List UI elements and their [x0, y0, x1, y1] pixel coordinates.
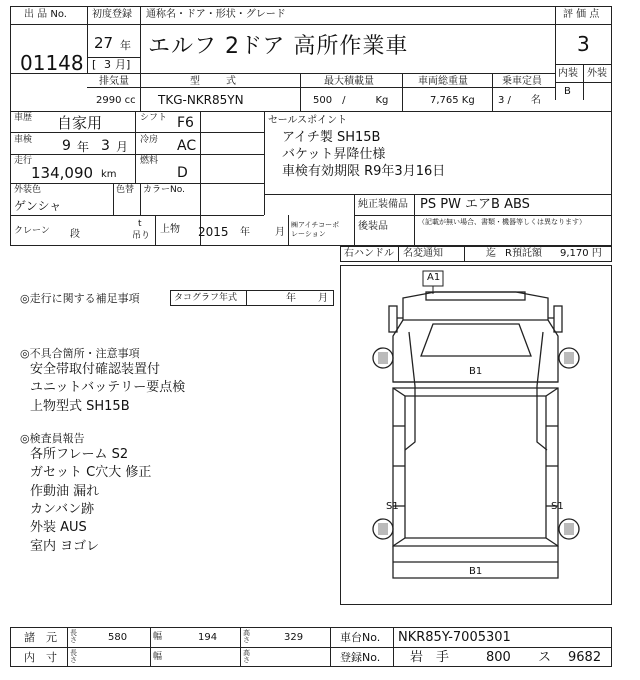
reg-class: 800: [486, 650, 511, 665]
score-label: 評 価 点: [563, 9, 600, 20]
reg-number: 9682: [568, 650, 602, 665]
model-value: TKG-NKR85YN: [158, 93, 244, 107]
seats-label: 乗車定員: [502, 76, 542, 87]
inner-dims-label: 内 寸: [24, 651, 57, 664]
fuel-label: 燃料: [140, 156, 159, 166]
left-mirror: [389, 306, 397, 332]
defect-line: 安全帯取付確認装置付: [30, 362, 161, 377]
reg-year-unit: 年: [120, 39, 131, 52]
interior-grade: B: [564, 86, 571, 97]
truck-outline-svg: [341, 266, 611, 604]
interior-label: 内装: [558, 68, 578, 79]
right-handle: 右ハンドル: [344, 248, 394, 259]
upper-year-unit: 年: [240, 227, 250, 238]
exterior-label: 外装: [587, 68, 607, 79]
mileage-label: 走行: [14, 156, 33, 166]
inspector-line: 各所フレーム S2: [30, 447, 129, 462]
genuine-equipment-label: 純正装備品: [358, 199, 408, 210]
lot-number: 01148: [20, 51, 84, 75]
reg-label: 登録No.: [340, 651, 381, 664]
crane-hanging: 吊り: [132, 231, 151, 241]
displacement-value: 2990 cc: [96, 95, 136, 106]
color-no-label: カラーNo.: [143, 185, 185, 195]
cab-top-strip: [426, 292, 525, 300]
reg-month-open: [: [92, 58, 97, 71]
inspector-line: 室内 ヨゴレ: [30, 539, 100, 554]
length-value: 580: [108, 632, 128, 643]
bed-inner: [405, 396, 546, 538]
damage-mark-s1-right: S1: [551, 501, 564, 512]
ac-value: AC: [177, 138, 197, 154]
dims-label: 諸 元: [24, 631, 57, 644]
r-deposit-value: 9,170 円: [560, 248, 602, 259]
damage-mark-b1-rear: B1: [469, 566, 483, 577]
left-door: [405, 332, 415, 450]
inner-width-label: 幅: [153, 652, 163, 662]
score-value: 3: [577, 32, 590, 56]
selling-point-line: 車検有効期限 R9年3月16日: [282, 164, 446, 179]
defect-line: 上物型式 SH15B: [30, 399, 130, 414]
reg-kana: ス: [538, 650, 552, 665]
capacity-value: 500 / Kg: [313, 95, 389, 106]
mileage-value: 134,090: [31, 164, 94, 182]
tachograph-label: タコグラフ年式: [174, 293, 238, 303]
first-reg-label: 初度登録: [92, 9, 132, 20]
cab-roof: [403, 292, 548, 320]
model-label: 型 式: [190, 76, 238, 87]
reg-month-unit: 月]: [115, 58, 131, 71]
length-label: 長さ: [70, 629, 77, 644]
bed-outline: [393, 388, 558, 546]
mileage-unit: km: [101, 169, 117, 180]
gross-weight-label: 車両総重量: [418, 76, 468, 87]
upper-note: ㈱アイチコーポレーション: [291, 221, 340, 239]
inspector-line: カンバン跡: [30, 502, 95, 517]
r-deposit-label: R預託額: [505, 248, 542, 259]
history-label: 車歴: [14, 113, 33, 123]
inspection-month: 3: [101, 138, 110, 154]
crane-t: t: [138, 219, 142, 229]
windshield: [421, 324, 531, 356]
inspector-line: ガセット C穴大 修正: [30, 465, 152, 480]
selling-point-line: バケット昇降仕様: [282, 147, 386, 162]
inspector-line: 外装 AUS: [30, 520, 87, 535]
reg-year: 27: [94, 34, 114, 52]
tachograph-month-unit: 月: [318, 293, 328, 304]
shift-label: シフト: [140, 113, 168, 123]
name-label: 通称名・ドア・形状・グレード: [146, 9, 286, 20]
usage-label: 迄: [486, 248, 496, 259]
crane-dan: 段: [70, 229, 80, 240]
damage-mark-a1: A1: [427, 272, 441, 283]
defect-line: ユニットバッテリー要点検: [30, 380, 186, 395]
inspection-year-unit: 年: [77, 140, 90, 154]
fuel-value: D: [177, 165, 188, 181]
aftermarket-label: 後装品: [358, 221, 388, 232]
height-label: 高さ: [243, 629, 250, 644]
defects-label: ◎不具合箇所・注意事項: [20, 347, 140, 360]
selling-point-line: アイチ製 SH15B: [282, 130, 381, 145]
crane-label: クレーン: [14, 226, 50, 236]
right-mirror: [554, 306, 562, 332]
history-value: 自家用: [57, 114, 103, 132]
displacement-label: 排気量: [99, 76, 129, 87]
reg-month: 3: [104, 58, 111, 71]
driving-notes-label: ◎走行に関する補足事項: [20, 292, 140, 305]
reg-area: 岩 手: [410, 650, 450, 665]
inspection-year: 9: [62, 138, 71, 154]
seats-value: 3 / 名: [498, 95, 541, 106]
capacity-label: 最大積載量: [324, 76, 374, 87]
inner-length-label: 長さ: [70, 649, 77, 664]
width-value: 194: [198, 632, 218, 643]
ac-label: 冷房: [140, 135, 159, 145]
shift-value: F6: [177, 115, 194, 131]
inner-height-label: 高さ: [243, 649, 250, 664]
selling-points-label: セールスポイント: [268, 115, 348, 126]
damage-mark-s1-left: S1: [386, 501, 399, 512]
color-change-label: 色替: [116, 185, 135, 195]
upper-label: 上物: [160, 224, 180, 235]
genuine-equipment-value: PS PW エアB ABS: [420, 197, 530, 212]
vehicle-diagram: [340, 265, 612, 605]
car-name: エルフ 2ドア 高所作業車: [148, 34, 409, 59]
modified-notice-label: 名変通知: [403, 248, 443, 259]
upper-year: 2015: [198, 225, 229, 239]
inspection-month-unit: 月: [116, 140, 129, 154]
inspector-label: ◎検査員報告: [20, 432, 85, 445]
chassis-value: NKR85Y-7005301: [398, 630, 511, 645]
chassis-label: 車台No.: [340, 631, 381, 644]
height-value: 329: [284, 632, 304, 643]
damage-mark-b1-front: B1: [469, 366, 483, 377]
width-label: 幅: [153, 632, 163, 642]
inspection-label: 車検: [14, 135, 33, 145]
ext-color-label: 外装色: [14, 185, 42, 195]
aftermarket-note: （記載が無い場合、書類・機器等しくは異なります）: [418, 218, 586, 226]
ext-color-value: ゲンシャ: [14, 199, 62, 213]
inspector-line: 作動油 漏れ: [30, 484, 100, 499]
gross-weight-value: 7,765 Kg: [430, 95, 475, 106]
lot-label: 出 品 No.: [24, 9, 67, 20]
tachograph-year-unit: 年: [286, 293, 296, 304]
upper-month-unit: 月: [275, 227, 285, 238]
